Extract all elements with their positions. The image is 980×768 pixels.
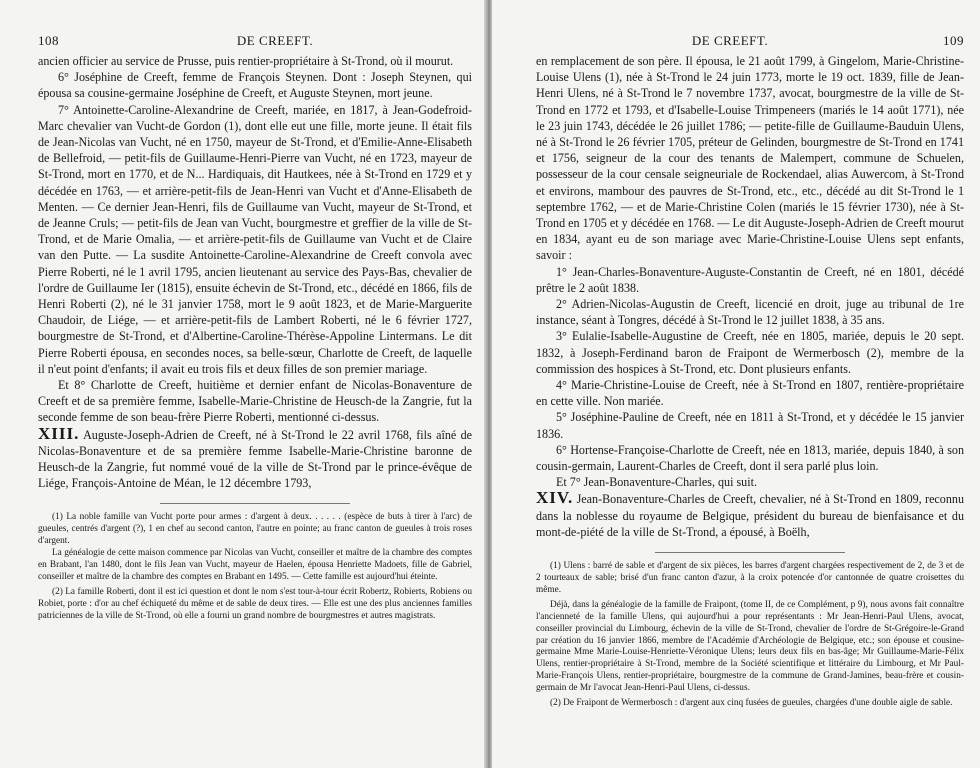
left-paragraph: ancien officier au service de Prusse, puis rentier-propriétaire à St-Trond, où il mourut. [38,54,454,68]
left-page-body [38,53,472,491]
section-text: Jean-Bonaventure-Charles de Creeft, chevalier, né à St-Trond en 1809, reconnu dans la noblesse du royaume de Belgique, président du bureau de bienfaisance et du mont-de-piété de la ville de St-Trond, a épousé, à Boëlh, [536,492,964,539]
section-number: XIV. [536,488,574,508]
footnote: Déjà, dans la généalogie de la famille de Fraipont, (tome II, de ce Complément, p 9), nous avons fait connaître l'ancienneté de la famille Ulens, qui aujourd'hui a pour représentants : Mr Jean-Henri-Paul Ulens, avocat, conseiller provincial du Limbourg, échevin de la ville de St-Trond, chevalier de l'ordre de St-Grégoire-le-Grand par création du 16 janvier 1866, membre de l'Académie d'Archéologie de Belgique, etc.; son épouse et cousine-germaine Mme Marie-Louise-Henriette-Véronique Ulens; leurs deux fils en bas-âge; Mr Guillaume-Marie-Félix Ulens, rentier-propriétaire à St-Trond, membre de la Société scientifique et littéraire du Limbourg, et Mr Paul-Marie-François Ulens, rentier-propriétaire, bourgmestre de la commune de Grand-Jamines, beau-frère et cousin-germain de Mr l'avocat Jean-Henri-Paul Ulens, ci-dessus. [536,599,964,694]
left-page-header [38,33,472,53]
right-footnotes [536,561,964,710]
footnote: (1) La noble famille van Vucht porte pour armes : d'argent à deux. . . . . . (espèce de buts à tirer à l'arc) de gueules, centrés d'argent (?), 1 en chef au second canton, l'autre en pointe; au franc canton de gueules à trois roses d'argent. [38,512,472,547]
right-page-header [536,33,964,53]
section-text: Auguste-Joseph-Adrien de Creeft, né à St-Trond le 22 avril 1768, fils aîné de Nicolas-Bonaventure et de sa première femme Isabelle-Marie-Christine baronne de Heusch-de la Zangrie, fut nommé voué de la ville de St-Trond par le prince-évêque de Liége, François-Antoine de Méan, le 12 décembre 1793, [38,427,472,491]
right-page-number: 109 [943,33,964,48]
footnote: (1) Ulens : barré de sable et d'argent de six pièces, les barres d'argent chargées respectivement de 2, de 3 et de 2 tourteaux de sable; brisé d'un franc canton d'azur, à la croix potencée d'or cantonnée de quatre croisettes du même. [536,561,964,595]
section-xiv [536,490,964,540]
list-item: 6° Hortense-Françoise-Charlotte de Creeft, née en 1813, mariée, depuis 1840, à son cousin-germain, Laurent-Charles de Creeft, dont il sera parlé plus loin. [536,442,964,474]
right-running-head: DE CREEFT. [691,33,769,48]
right-page-body [536,53,964,540]
list-item: 2° Adrien-Nicolas-Augustin de Creeft, licencié en droit, juge au tribunal de 1re instance, séant à Tongres, décédé à St-Trond le 12 juillet 1838, à 35 ans. [536,297,964,328]
footnote: (2) De Fraipont de Wermerbosch : d'argent aux cinq fusées de gueules, chargées d'une double aigle de sable. [550,698,953,709]
left-paragraph: Et 8° Charlotte de Creeft, huitième et dernier enfant de Nicolas-Bonaventure de Creeft et de sa première femme, Isabelle-Marie-Christine de Heusch-de la Zangrie, fut la seconde femme de son beau-frère Pierre Roberti, mentionné ci-dessus. [38,378,472,425]
left-paragraph: 6° Joséphine de Creeft, femme de François Steynen. Dont : Joseph Steynen, qui épousa sa cousine-germaine Joséphine de Creeft, et Auguste Steynen, mort jeune. [38,70,472,101]
list-item: 1° Jean-Charles-Bonaventure-Auguste-Constantin de Creeft, né en 1801, décédé prêtre le 2 août 1838. [536,264,964,295]
list-item: 5° Joséphine-Pauline de Creeft, née en 1811 à St-Trond, et y décédée le 15 janvier 1836. [536,410,964,441]
footnote-rule [655,552,845,553]
right-page [492,0,980,768]
right-paragraph: en remplacement de son père. Il épousa, le 21 août 1799, à Gingelom, Marie-Christine-Louise Ulens (1), née à St-Trond le 24 juin 1773, morte le 19 oct. 1839, fille de Jean-Henri Ulens, né à St-Trond le 7 novembre 1737, avocat, bourgmestre de la ville de St-Trond en 1772 et 1793, et d'Isabelle-Louise Trimpeneers (mariés le 14 août 1771), née le 23 juin 1743, décédée le 26 juillet 1786; — petite-fille de Guillaume-Bauduin Ulens, né à St-Trond le 26 février 1705, préteur de Gelinden, bourgmestre de St-Trond en 1741 et 1756, seigneur de la cour des tenants de Malempert, commune de Schuelen, possesseur de la cour censale seigneuriale de Rockendael, alias Auwercom, à St-Trond et environs, mambour des pauvres de St-Trond, etc., etc., décédé au dit St-Trond le 1 septembre 1762, — et de Marie-Christine Colen (mariés le 15 février 1730), née à St-Trond en 1705 et y décédée en 1768. — Le dit Auguste-Joseph-Adrien de Creeft mourut en 1834, ayant eu de son mariage avec Marie-Christine-Louise Ulens sept enfants, savoir : [536,54,964,263]
left-footnotes [38,512,472,622]
list-item: 4° Marie-Christine-Louise de Creeft, née à St-Trond en 1807, rentière-propriétaire en cette ville. Non mariée. [536,378,964,409]
section-number: XIII. [38,423,80,443]
footnote: La généalogie de cette maison commence par Nicolas van Vucht, conseiller et maître de la chambre des comptes en Brabant, l'an 1480, dont le fils Jean van Vucht, mayeur de Haelen, épousa Henriette Madoets, fille de Gabriel, conseiller et maître de la chambre des comptes en Brabant en 1495. — Cette famille est aujourd'hui éteinte. [38,548,472,583]
section-xiii [38,423,472,492]
list-item: 3° Eulalie-Isabelle-Augustine de Creeft, née en 1805, mariée, depuis le 20 sept. 1832, à Joseph-Ferdinand baron de Fraipont de Wermerbosch (2), membre de la commission des hospices à St-Trond, etc. Dont plusieurs enfants. [536,329,964,376]
left-running-head: DE CREEFT. [236,33,314,48]
left-page [0,0,486,768]
left-paragraph: 7° Antoinette-Caroline-Alexandrine de Creeft, mariée, en 1817, à Jean-Godefroid-Marc chevalier van Vucht-de Gordon (1), dont elle eut une fille, morte jeune. Il était fils de Jean-Nicolas van Vucht, né en 1750, mayeur de St-Trond, et d'Emilie-Anne-Elisabeth de Bellefroid, — petit-fils de Guillaume-Henri-Pierre van Vucht, né en 1723, mayeur de St-Trond, mort en 1770, et de N... Hardiquais, dit Hautkees, née à St-Trond en 1729 et y décédée en 1763, — et arrière-petit-fils de Jean-Henri van Vucht et d'Anne-Elisabeth de Menten. — Ce dernier Jean-Henri, fils de Guillaume van Vucht, mayeur de St-Trond, et de Jeanne Cruls; — petit-fils de Jean van Vucht, bourgmestre et greffier de la ville de St-Trond, et de Marie Omalia, — et arrière-petit-fils de Guillaume van Vucht et de Claire van den Putte. — La susdite Antoinette-Caroline-Alexandrine de Creeft convola avec Pierre Roberti, né le 1 avril 1795, ancien lieutenant au service des Pays-Bas, chevalier de l'ordre de Guillaume Ier (1815), ensuite échevin de St-Trond, etc., décédé en 1866, fils de Henri Roberti (2), né le 31 janvier 1758, mort le 9 août 1823, et de Marie-Marguerite Chaudoir, de Liége, — et arrière-petit-fils de Lambert Roberti, né le 6 février 1727, bourgmestre de St-Trond, et d'Albertine-Caroline-Thérèse-Appoline Lintermans. Le dit Pierre Roberti épousa, en secondes noces, sa belle-sœur, Charlotte de Creeft, de laquelle il n'eut point d'enfants; il avait eu trois fils et deux filles de son premier mariage. [38,102,472,376]
footnote-rule [160,503,350,504]
footnote: (2) La famille Roberti, dont il est ici question et dont le nom s'est tour-à-tour écrit Robertz, Robierts, Robiens ou Robiet, porte : d'or au chef échiqueté du même et de sable de deux tires. — Elle est une des plus anciennes familles patriciennes de la ville de St-Trond, où elle a fourni un grand nombre de bourgmestres et autres magistrats. [38,586,472,621]
left-page-number: 108 [38,33,59,48]
list-item: Et 7° Jean-Bonaventure-Charles, qui suit. [556,475,757,490]
